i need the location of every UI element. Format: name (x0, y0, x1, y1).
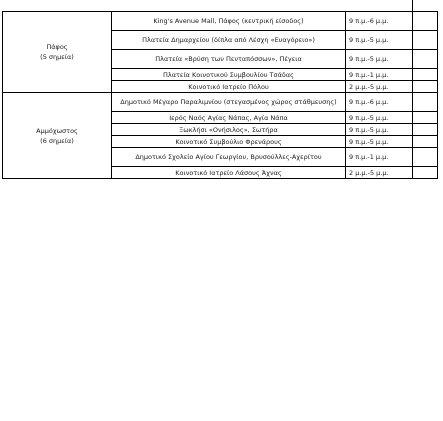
location-cell: Κοινοτικό Συμβούλιο Φρενάρους (112, 136, 346, 148)
location-cell: Δημοτικό Μέγαρο Παραλιμνίου (στεγασμένος χώρος στάθμευσης) (112, 93, 346, 112)
location-cell: Ιερός Ναός Αγίας Νάπας, Αγία Νάπα (112, 112, 346, 124)
spacer-cell (413, 136, 438, 148)
table-top-row (3, 0, 438, 12)
group-count: (5 σημεία) (40, 53, 74, 61)
spacer-cell (413, 31, 438, 50)
top-blank-cell (346, 0, 413, 12)
group-name: Πάφος (46, 43, 68, 51)
spacer-cell (413, 112, 438, 124)
spacer-cell (413, 81, 438, 93)
group-cell-ammochostos (3, 93, 112, 179)
top-blank-cell (3, 0, 112, 12)
table-row (3, 12, 438, 31)
location-cell: Κοινοτικό Ιατρείο Πόλου (112, 81, 346, 93)
spacer-cell (413, 148, 438, 167)
location-cell: Πλατεία Δημαρχείου (δίπλα από Λέσχη «Ευαγόρειο») (112, 31, 346, 50)
location-cell: Δημοτικό Σχολείο Αγίου Γεωργίου, Βρυσούλλες-Αχερίτου (112, 148, 346, 167)
top-corner-cell (413, 0, 438, 12)
time-cell: 9 π.μ.-5 μ.μ. (346, 31, 413, 50)
group-cell-pafos (3, 12, 112, 93)
spacer-cell (413, 69, 438, 81)
time-cell: 9 π.μ.-5 μ.μ. (346, 112, 413, 124)
page-margin (0, 404, 443, 421)
spacer-cell (413, 93, 438, 112)
location-cell: Πλατεία «Βρύση των Πενταπόσσων», Πέγεια (112, 50, 346, 69)
location-cell: Πλατεία Κοινοτικού Συμβουλίου Τσάδας (112, 69, 346, 81)
time-cell: 9 π.μ.-1 μ.μ. (346, 69, 413, 81)
spacer-cell (413, 167, 438, 179)
location-cell: Κοινοτικό Ιατρείο Λάσους Άχνας (112, 167, 346, 179)
time-cell: 9 π.μ.-1 μ.μ. (346, 148, 413, 167)
time-cell: 9 π.μ.-5 μ.μ. (346, 50, 413, 69)
time-cell: 9 π.μ.-6 μ.μ. (346, 93, 413, 112)
location-cell: King's Avenue Mall, Πάφος (κεντρική είσοδος) (112, 12, 346, 31)
group-count: (6 σημεία) (40, 136, 74, 145)
time-cell: 2 μ.μ.-5 μ.μ. (346, 81, 413, 93)
time-cell: 9 π.μ.-5 μ.μ. (346, 124, 413, 136)
spacer-cell (413, 12, 438, 31)
top-blank-cell (112, 0, 346, 12)
table-row (3, 93, 438, 112)
group-name: Αμμόχωστος (36, 126, 78, 135)
spacer-cell (413, 124, 438, 136)
time-cell: 9 π.μ.-6 μ.μ. (346, 12, 413, 31)
time-cell: 9 π.μ.-5 μ.μ. (346, 136, 413, 148)
location-cell: Ξωκλήσι «Ονήσιλος», Σωτήρα (112, 124, 346, 136)
time-cell: 2 μ.μ.-5 μ.μ. (346, 167, 413, 179)
spacer-cell (413, 50, 438, 69)
vaccination-points-table (2, 0, 438, 179)
